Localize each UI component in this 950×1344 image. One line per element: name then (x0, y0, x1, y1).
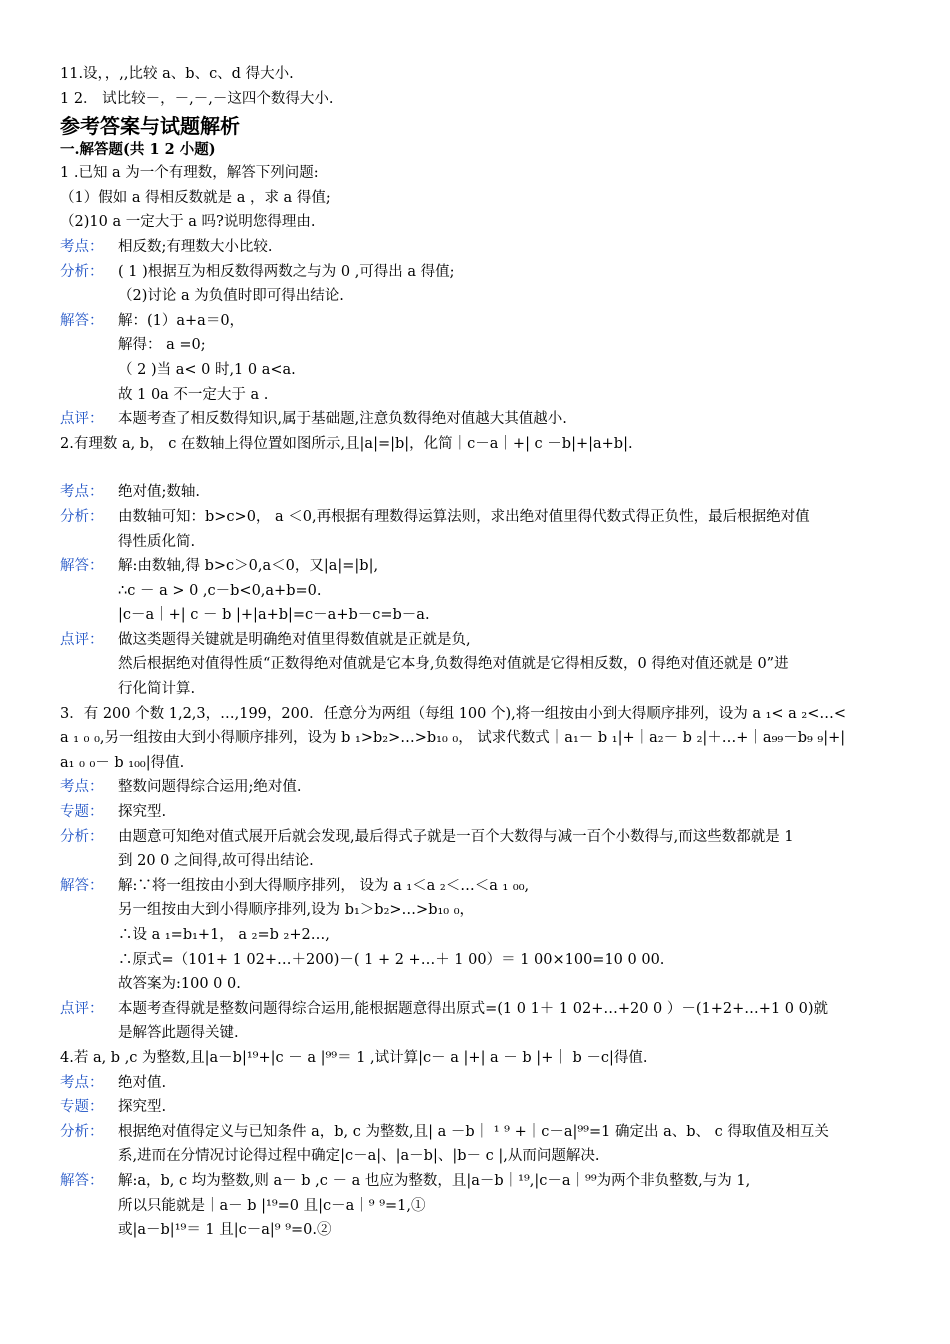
dianping-label: 点评： (60, 1000, 104, 1017)
q4-fenxi-line: 根据绝对值得定义与已知条件 a，b, c 为整数,且| a －b｜ ¹ ⁹ +｜c－a|⁹⁹=1 确定出 a、b、 c 得取值及相互关 (118, 1123, 829, 1140)
q1-stem-3: （2)10 a 一定大于 a 吗?说明您得理由. (60, 214, 316, 231)
q3-zhuanti-text: 探究型. (118, 804, 167, 821)
q3-kaodian-text: 整数问题得综合运用;绝对值. (118, 779, 302, 796)
q4-jieda-line: 所以只能就是｜a－ b |¹⁹=0 且|c－a｜⁹ ⁹=1,① (118, 1197, 426, 1214)
kaodian-label: 考点： (60, 484, 104, 501)
q4-stem: 4.若 a, b ,c 为整数,且|a－b|¹⁹+|c － a |⁹⁹＝ 1 ,试计算|c－ a |+| a － b |+｜ b －c|得值. (60, 1049, 648, 1066)
q3-jieda-line: ∴原式=（101+ 1 02+…＋200)－( 1 + 2 +…＋ 1 00）＝ 1 00×100=10 0 00. (118, 951, 665, 968)
q3-jieda-line: ∴设 a ₁=b₁+1， a ₂=b ₂+2…, (118, 927, 330, 943)
q1-kaodian-text: 相反数;有理数大小比较. (118, 238, 273, 255)
q3-kaodian (60, 775, 900, 800)
q1-fenxi-line: ( 1 )根据互为相反数得两数之与为 0 ,可得出 a 得值; (118, 263, 455, 280)
jieda-label: 解答： (60, 1172, 104, 1189)
q2-dianping-line: 行化简计算. (118, 681, 196, 698)
q1-dianping-text: 本题考查了相反数得知识,属于基础题,注意负数得绝对值越大其值越小. (118, 411, 567, 428)
q2-dianping (60, 628, 900, 702)
q2-kaodian (60, 480, 900, 505)
q3-fenxi (60, 825, 900, 874)
q4-jieda-line: 或|a－b|¹⁹＝ 1 且|c－a|⁹ ⁹=0.② (118, 1222, 332, 1239)
dianping-label: 点评： (60, 631, 104, 648)
q2-kaodian-text: 绝对值;数轴. (118, 484, 200, 501)
jieda-label: 解答： (60, 558, 104, 575)
q3-fenxi-line: 到 20 0 之间得,故可得出结论. (118, 853, 314, 870)
q3-stem-3: a₁ ₀ ₀－ b ₁₀₀|得值. (60, 754, 185, 771)
q2-dianping-line: 然后根据绝对值得性质“正数得绝对值就是它本身,负数得绝对值就是它得相反数，0 得绝对值还就是 0”进 (118, 656, 789, 673)
q1-kaodian (60, 235, 900, 260)
q2-fenxi-line: 得性质化简. (118, 533, 196, 550)
zhuanti-label: 专题： (60, 804, 104, 821)
q3-dianping (60, 997, 900, 1046)
q3-jieda (60, 874, 900, 997)
jieda-label: 解答： (60, 312, 104, 329)
q4-zhuanti-text: 探究型. (118, 1099, 167, 1116)
q2-stem: 2.有理数 a, b， c 在数轴上得位置如图所示,且|a|=|b|，化简｜c－a｜+| c －b|+|a+b|. (60, 435, 633, 452)
q3-jieda-line: 解:∵将一组按由小到大得顺序排列， 设为 a ₁＜a ₂＜…＜a ₁ ₀₀, (118, 877, 530, 894)
q1-jieda-line: （ 2 )当 a< 0 时,1 0 a<a. (118, 361, 296, 378)
q2-jieda-line: ∴c － a > 0 ,c－b<0,a+b=0. (118, 582, 322, 599)
jieda-label: 解答： (60, 877, 104, 894)
q1-jieda-line: 解得： a =0; (118, 337, 206, 354)
q4-jieda-line: 解:a，b, c 均为整数,则 a－ b ,c － a 也应为整数，且|a－b｜¹⁹,|c－a｜⁹⁹为两个非负整数,与为 1, (118, 1172, 751, 1189)
dianping-label: 点评： (60, 411, 104, 428)
q3-jieda-line: 另一组按由大到小得顺序排列,设为 b₁＞b₂>…>b₁₀ ₀， (118, 902, 475, 919)
q3-dianping-line: 是解答此题得关键. (118, 1025, 239, 1042)
q1-fenxi (60, 260, 900, 309)
q1-dianping (60, 407, 900, 432)
q4-fenxi-line: 系,进而在分情况讨论得过程中确定|c－a|、|a－b|、|b－ c |,从而问题解决. (118, 1148, 600, 1165)
q1-jieda-line: 故 1 0a 不一定大于 a . (118, 386, 269, 403)
q4-zhuanti (60, 1095, 900, 1120)
fenxi-label: 分析： (60, 508, 104, 525)
q2-fenxi-line: 由数轴可知：b>c>0， a ＜0,再根据有理数得运算法则，求出绝对值里得代数式得正负性，最后根据绝对值 (118, 508, 810, 525)
q3-stem-2: a ₁ ₀ ₀,另一组按由大到小得顺序排列，设为 b ₁>b₂>…>b₁₀ ₀， 试求代数式｜a₁－ b ₁|+｜a₂－ b ₂|＋…+｜a₉₉－b₉ ₉|+| (60, 730, 846, 747)
kaodian-label: 考点： (60, 238, 104, 255)
q4-kaodian-text: 绝对值. (118, 1074, 167, 1091)
q2-jieda-line: |c－a｜+| c － b |+|a+b|=c－a+b－c=b－a. (118, 607, 430, 624)
q1-stem-2: （1）假如 a 得相反数就是 a ，求 a 得值; (60, 189, 331, 206)
q1-fenxi-line: （2)讨论 a 为负值时即可得出结论. (118, 288, 344, 305)
q1-jieda (60, 309, 900, 407)
question-12: 1 2． 试比较－，－,－,－这四个数得大小. (60, 90, 334, 107)
q4-jieda (60, 1169, 900, 1243)
fenxi-label: 分析： (60, 828, 104, 845)
question-11: 11.设，，,,比较 a、b、c、d 得大小. (60, 66, 294, 82)
q3-dianping-line: 本题考查得就是整数问题得综合运用,能根据题意得出原式=(1 0 1＋ 1 02+…+20 0 ）－(1+2+…+1 0 0)就 (118, 1000, 829, 1017)
q2-jieda (60, 554, 900, 628)
number-line-figure-space (60, 456, 900, 480)
zhuanti-label: 专题： (60, 1099, 104, 1116)
q2-fenxi (60, 505, 900, 554)
q2-dianping-line: 做这类题得关键就是明确绝对值里得数值就是正就是负, (118, 631, 471, 648)
kaodian-label: 考点： (60, 779, 104, 796)
fenxi-label: 分析： (60, 263, 104, 280)
kaodian-label: 考点： (60, 1074, 104, 1091)
answer-title: 参考答案与试题解析 (60, 114, 240, 139)
fenxi-label: 分析： (60, 1123, 104, 1140)
q3-jieda-line: 故答案为:100 0 0. (118, 976, 241, 993)
q2-jieda-line: 解:由数轴,得 b>c＞0,a＜0，又|a|=|b|, (118, 558, 379, 575)
q3-fenxi-line: 由题意可知绝对值式展开后就会发现,最后得式子就是一百个大数得与减一百个小数得与,而这些数都就是 1 (118, 828, 794, 845)
section-heading: 一.解答题(共 1 2 小题) (60, 141, 216, 159)
q1-stem-1: 1 .已知 a 为一个有理数，解答下列问题: (60, 165, 319, 182)
q3-zhuanti (60, 800, 900, 825)
q4-fenxi (60, 1120, 900, 1169)
q3-stem-1: 3．有 200 个数 1,2,3，…,199，200．任意分为两组（每组 100 个),将一组按由小到大得顺序排列，设为 a ₁< a ₂<…< (60, 705, 847, 722)
q1-jieda-line: 解：(1）a+a＝0， (118, 312, 245, 329)
q4-kaodian (60, 1071, 900, 1096)
